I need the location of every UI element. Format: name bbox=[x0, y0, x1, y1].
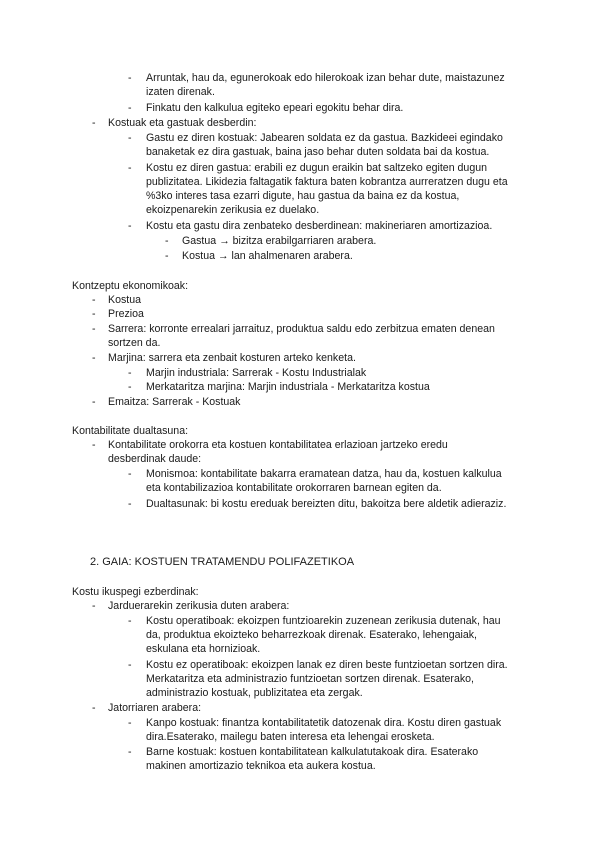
section-heading: Kostu ikuspegi ezberdinak: bbox=[72, 586, 199, 598]
text-line: Gastu ez diren kostuak: Jabearen soldata ez da gastua. Bazkideei egindako bbox=[146, 132, 503, 144]
bullet: - bbox=[92, 117, 96, 129]
bullet: - bbox=[128, 102, 132, 114]
text-line: Marjin industriala: Sarrerak - Kostu Industrialak bbox=[146, 367, 367, 379]
bullet: - bbox=[92, 439, 96, 451]
text-line: da, produktua ekoizteko beharrezkoak direnak. Esaterako, lehengaiak, bbox=[146, 629, 477, 641]
text-line: Finkatu den kalkulua egiteko epeari egokitu behar dira. bbox=[146, 102, 404, 114]
text-line: sortzen da. bbox=[108, 337, 161, 349]
bullet: - bbox=[165, 235, 169, 247]
text-line: dira.Esaterako, mailegu baten interesa eta lehengai erosketa. bbox=[146, 731, 435, 743]
chapter-heading: 2. GAIA: KOSTUEN TRATAMENDU POLIFAZETIKOA bbox=[90, 556, 355, 568]
text-line: Monismoa: kontabilitate bakarra eramatean datza, hau da, kostuen kalkulua bbox=[146, 468, 502, 480]
text-line: makinen amortizazio teknikoa eta aukera kostua. bbox=[146, 760, 376, 772]
text-line: izaten direnak. bbox=[146, 86, 215, 98]
text-line: eta kontabilizazioa kontabilitate orokorraren barnean egiten da. bbox=[146, 482, 442, 494]
bullet: - bbox=[128, 220, 132, 232]
bullet: - bbox=[92, 600, 96, 612]
text-line: Merkataritza eta administrazio funtzioetan sortzen direnak. Esaterako, bbox=[146, 673, 474, 685]
text-line: desberdinak daude: bbox=[108, 453, 202, 465]
bullet: - bbox=[92, 396, 96, 408]
bullet: - bbox=[128, 615, 132, 627]
text-line: Sarrera: korronte errealari jarraituz, produktua saldu edo zerbitzua ematen denean bbox=[108, 323, 495, 335]
bullet: - bbox=[92, 702, 96, 714]
bullet: - bbox=[128, 72, 132, 84]
bullet: - bbox=[128, 162, 132, 174]
text-line: Emaitza: Sarrerak - Kostuak bbox=[108, 396, 241, 408]
bullet: - bbox=[128, 132, 132, 144]
text-line: Kostua bbox=[108, 294, 141, 306]
bullet: - bbox=[128, 468, 132, 480]
text-line: Kostua → lan ahalmenaren arabera. bbox=[182, 250, 353, 262]
text-line: Marjina: sarrera eta zenbait kosturen arteko kenketa. bbox=[108, 352, 356, 364]
text-line: Jatorriaren arabera: bbox=[108, 702, 202, 714]
text-line: Kanpo kostuak: finantza kontabilitatetik datozenak dira. Kostu diren gastuak bbox=[146, 717, 502, 729]
bullet: - bbox=[128, 746, 132, 758]
text-line: administrazio kostuak, publizitatea eta zergak. bbox=[146, 687, 363, 699]
text-line: ekoizpenarekin zerikusia ez duelako. bbox=[146, 204, 320, 216]
bullet: - bbox=[165, 250, 169, 262]
text-line: Barne kostuak: kostuen kontabilitatean kalkulatutakoak dira. Esaterako bbox=[146, 746, 479, 758]
text-line: Prezioa bbox=[108, 308, 144, 320]
text-line: eskulana eta hornizioak. bbox=[146, 643, 261, 655]
text-line: Kostuak eta gastuak desberdin: bbox=[108, 117, 257, 129]
section-heading: Kontabilitate dualtasuna: bbox=[72, 425, 189, 437]
bullet: - bbox=[92, 294, 96, 306]
bullet: - bbox=[128, 717, 132, 729]
text-line: Gastua → bizitza erabilgarriaren arabera. bbox=[182, 235, 377, 247]
text-line: Dualtasunak: bi kostu ereduak bereizten ditu, bakoitza bere aldetik adieraziz. bbox=[146, 498, 507, 510]
bullet: - bbox=[128, 659, 132, 671]
bullet: - bbox=[128, 381, 132, 393]
text-line: %3ko interes tasa ezarri digute, hau gastua da baina ez da kostua, bbox=[146, 190, 460, 202]
text-line: Jarduerarekin zerikusia duten arabera: bbox=[108, 600, 290, 612]
text-line: Kostu operatiboak: ekoizpen funtzioarekin zuzenean zerikusia dutenak, hau bbox=[146, 615, 501, 627]
text-line: Kontabilitate orokorra eta kostuen kontabilitatea erlazioan jartzeko eredu bbox=[108, 439, 448, 451]
section-heading: Kontzeptu ekonomikoak: bbox=[72, 280, 189, 292]
bullet: - bbox=[92, 308, 96, 320]
bullet: - bbox=[92, 352, 96, 364]
text-line: Kostu eta gastu dira zenbateko desberdinean: makineriaren amortizazioa. bbox=[146, 220, 493, 232]
text-line: Arruntak, hau da, egunerokoak edo hilerokoak izan behar dute, maistazunez bbox=[146, 72, 505, 84]
text-line: banaketak ez dira gastuak, baina jaso behar duten soldata bai da kostua. bbox=[146, 146, 490, 158]
text-line: Kostu ez diren gastua: erabili ez dugun eraikin bat saltzeko egiten dugun bbox=[146, 162, 487, 174]
text-line: Kostu ez operatiboak: ekoizpen lanak ez diren beste funtzioetan sortzen dira. bbox=[146, 659, 508, 671]
bullet: - bbox=[92, 323, 96, 335]
text-line: Merkataritza marjina: Marjin industriala - Merkataritza kostua bbox=[146, 381, 430, 393]
bullet: - bbox=[128, 367, 132, 379]
text-line: publizitatea. Likidezia faltagatik faktura baten kobrantza aurreratzen dugu eta bbox=[146, 176, 508, 188]
bullet: - bbox=[128, 498, 132, 510]
